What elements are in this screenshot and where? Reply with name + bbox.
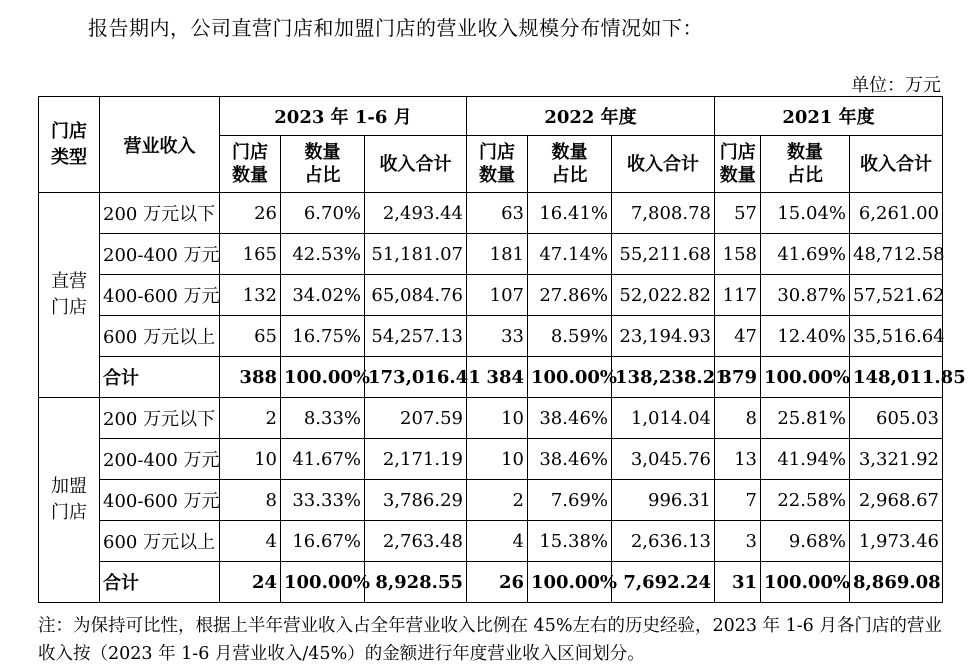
total-label: 合计 (100, 562, 220, 603)
cell-revenue-total: 8,869.08 (850, 562, 943, 603)
table-body (39, 97, 966, 603)
cell-share: 15.38% (528, 521, 612, 562)
cell-store-count: 10 (467, 398, 528, 439)
cell-revenue-total: 55,211.68 (612, 234, 715, 275)
cell-share: 47.14% (528, 234, 612, 275)
cell-revenue-total: 57,521.62 (850, 275, 943, 316)
cell-share: 100.00% (281, 562, 365, 603)
cell-share: 100.00% (281, 357, 365, 398)
cell-store-count: 8 (715, 398, 761, 439)
header-revenue-total-text: 收入合计 (379, 153, 452, 175)
header-row-periods (39, 97, 943, 136)
header-store-count-text: 门店数量 (232, 142, 268, 186)
cell-store-count: 107 (467, 275, 528, 316)
cell-share: 16.67% (281, 521, 365, 562)
cell-revenue-total: 3,045.76 (612, 439, 715, 480)
cell-revenue-total: 173,016.41 (365, 357, 467, 398)
cell-store-count: 7 (715, 480, 761, 521)
cell-store-count: 57 (715, 193, 761, 234)
cell-share: 22.58% (761, 480, 850, 521)
cell-store-count: 4 (220, 521, 281, 562)
cell-share: 12.40% (761, 316, 850, 357)
header-store-type (39, 97, 100, 193)
revenue-distribution-table (38, 96, 966, 603)
group-label-text: 直营门店 (51, 271, 87, 318)
header-share (281, 136, 365, 193)
cell-revenue-total: 605.03 (850, 398, 943, 439)
cell-store-count: 4 (467, 521, 528, 562)
cell-share: 41.67% (281, 439, 365, 480)
revenue-range-label: 600 万元以上 (100, 521, 220, 562)
cell-store-count: 181 (467, 234, 528, 275)
total-label: 合计 (100, 357, 220, 398)
cell-store-count: 2 (467, 480, 528, 521)
header-period-2021: 2021 年度 (715, 97, 943, 136)
header-revenue-total (850, 136, 943, 193)
cell-store-count: 26 (220, 193, 281, 234)
revenue-range-label: 400-600 万元 (100, 480, 220, 521)
cell-share: 30.87% (761, 275, 850, 316)
cell-share: 8.33% (281, 398, 365, 439)
cell-revenue-total: 52,022.82 (612, 275, 715, 316)
cell-revenue-total: 48,712.58 (850, 234, 943, 275)
table-total-row (39, 562, 943, 603)
cell-revenue-total: 3,321.92 (850, 439, 943, 480)
revenue-range-label: 200-400 万元 (100, 234, 220, 275)
cell-revenue-total: 1,014.04 (612, 398, 715, 439)
cell-share: 34.02% (281, 275, 365, 316)
cell-share: 16.75% (281, 316, 365, 357)
header-revenue: 营业收入 (100, 97, 220, 193)
header-share-text: 数量占比 (787, 142, 823, 186)
cell-share: 33.33% (281, 480, 365, 521)
header-share (761, 136, 850, 193)
cell-revenue-total: 23,194.93 (612, 316, 715, 357)
cell-revenue-total: 35,516.64 (850, 316, 943, 357)
cell-revenue-total: 2,493.44 (365, 193, 467, 234)
cell-store-count: 3 (715, 521, 761, 562)
table-row (39, 480, 943, 521)
cell-revenue-total: 6,261.00 (850, 193, 943, 234)
cell-store-count: 388 (220, 357, 281, 398)
table-row (39, 398, 943, 439)
cell-store-count: 10 (467, 439, 528, 480)
cell-store-count: 10 (220, 439, 281, 480)
cell-revenue-total: 3,786.29 (365, 480, 467, 521)
revenue-range-label: 200 万元以下 (100, 398, 220, 439)
cell-store-count: 65 (220, 316, 281, 357)
cell-revenue-total: 51,181.07 (365, 234, 467, 275)
cell-store-count: 2 (220, 398, 281, 439)
cell-share: 100.00% (528, 357, 612, 398)
cell-revenue-total: 207.59 (365, 398, 467, 439)
cell-store-count: 26 (467, 562, 528, 603)
cell-share: 8.59% (528, 316, 612, 357)
cell-share: 100.00% (761, 357, 850, 398)
cell-store-count: 132 (220, 275, 281, 316)
cell-store-count: 47 (715, 316, 761, 357)
cell-revenue-total: 2,171.19 (365, 439, 467, 480)
cell-store-count: 8 (220, 480, 281, 521)
revenue-range-label: 200-400 万元 (100, 439, 220, 480)
cell-store-count: 33 (467, 316, 528, 357)
cell-store-count: 117 (715, 275, 761, 316)
revenue-range-label: 200 万元以下 (100, 193, 220, 234)
header-store-count (467, 136, 528, 193)
cell-revenue-total: 2,636.13 (612, 521, 715, 562)
cell-share: 38.46% (528, 398, 612, 439)
header-store-count (220, 136, 281, 193)
cell-store-count: 24 (220, 562, 281, 603)
cell-revenue-total: 138,238.21 (612, 357, 715, 398)
header-period-2023h1: 2023 年 1-6 月 (220, 97, 467, 136)
cell-store-count: 31 (715, 562, 761, 603)
table-row (39, 193, 943, 234)
header-revenue-total (612, 136, 715, 193)
header-share-text: 数量占比 (304, 142, 341, 186)
cell-revenue-total: 148,011.85 (850, 357, 943, 398)
header-revenue-total-text: 收入合计 (627, 153, 699, 175)
header-store-count-text: 门店数量 (719, 142, 756, 186)
cell-store-count: 379 (715, 357, 761, 398)
cell-store-count: 13 (715, 439, 761, 480)
cell-store-count: 384 (467, 357, 528, 398)
table-row (39, 521, 943, 562)
cell-revenue-total: 1,973.46 (850, 521, 943, 562)
cell-share: 9.68% (761, 521, 850, 562)
group-label-text: 加盟门店 (51, 476, 87, 523)
revenue-range-label: 400-600 万元 (100, 275, 220, 316)
header-revenue-total (365, 136, 467, 193)
revenue-range-label: 600 万元以上 (100, 316, 220, 357)
cell-store-count: 158 (715, 234, 761, 275)
group-label (39, 193, 100, 398)
cell-revenue-total: 996.31 (612, 480, 715, 521)
cell-revenue-total: 7,808.78 (612, 193, 715, 234)
cell-share: 16.41% (528, 193, 612, 234)
table-row (39, 316, 943, 357)
cell-share: 27.86% (528, 275, 612, 316)
cell-share: 7.69% (528, 480, 612, 521)
header-period-2022: 2022 年度 (467, 97, 715, 136)
cell-share: 41.69% (761, 234, 850, 275)
cell-store-count: 63 (467, 193, 528, 234)
cell-share: 25.81% (761, 398, 850, 439)
header-store-count-text: 门店数量 (479, 142, 515, 186)
cell-share: 100.00% (761, 562, 850, 603)
cell-share: 38.46% (528, 439, 612, 480)
intro-paragraph: 报告期内，公司直营门店和加盟门店的营业收入规模分布情况如下： (88, 16, 703, 40)
table-row (39, 234, 943, 275)
table-total-row (39, 357, 943, 398)
cell-share: 15.04% (761, 193, 850, 234)
header-share-text: 数量占比 (551, 142, 588, 186)
header-revenue-total-text: 收入合计 (860, 153, 932, 175)
cell-revenue-total: 7,692.24 (612, 562, 715, 603)
footnote: 注：为保持可比性，根据上半年营业收入占全年营业收入比例在 45%左右的历史经验，2023 年 1-6 月各门店的营业收入按（2023 年 1-6 月营业收入/45%）的金额进行年度营业收入区间划分。 (38, 616, 942, 664)
cell-revenue-total: 8,928.55 (365, 562, 467, 603)
cell-store-count: 165 (220, 234, 281, 275)
cell-revenue-total: 54,257.13 (365, 316, 467, 357)
cell-share: 42.53% (281, 234, 365, 275)
header-store-type-text: 门店类型 (51, 120, 87, 168)
cell-share: 41.94% (761, 439, 850, 480)
cell-revenue-total: 2,968.67 (850, 480, 943, 521)
unit-label: 单位：万元 (851, 75, 941, 96)
table-row (39, 439, 943, 480)
cell-share: 6.70% (281, 193, 365, 234)
header-store-count (715, 136, 761, 193)
cell-revenue-total: 65,084.76 (365, 275, 467, 316)
cell-share: 100.00% (528, 562, 612, 603)
table-row (39, 275, 943, 316)
header-share (528, 136, 612, 193)
cell-revenue-total: 2,763.48 (365, 521, 467, 562)
group-label (39, 398, 100, 603)
